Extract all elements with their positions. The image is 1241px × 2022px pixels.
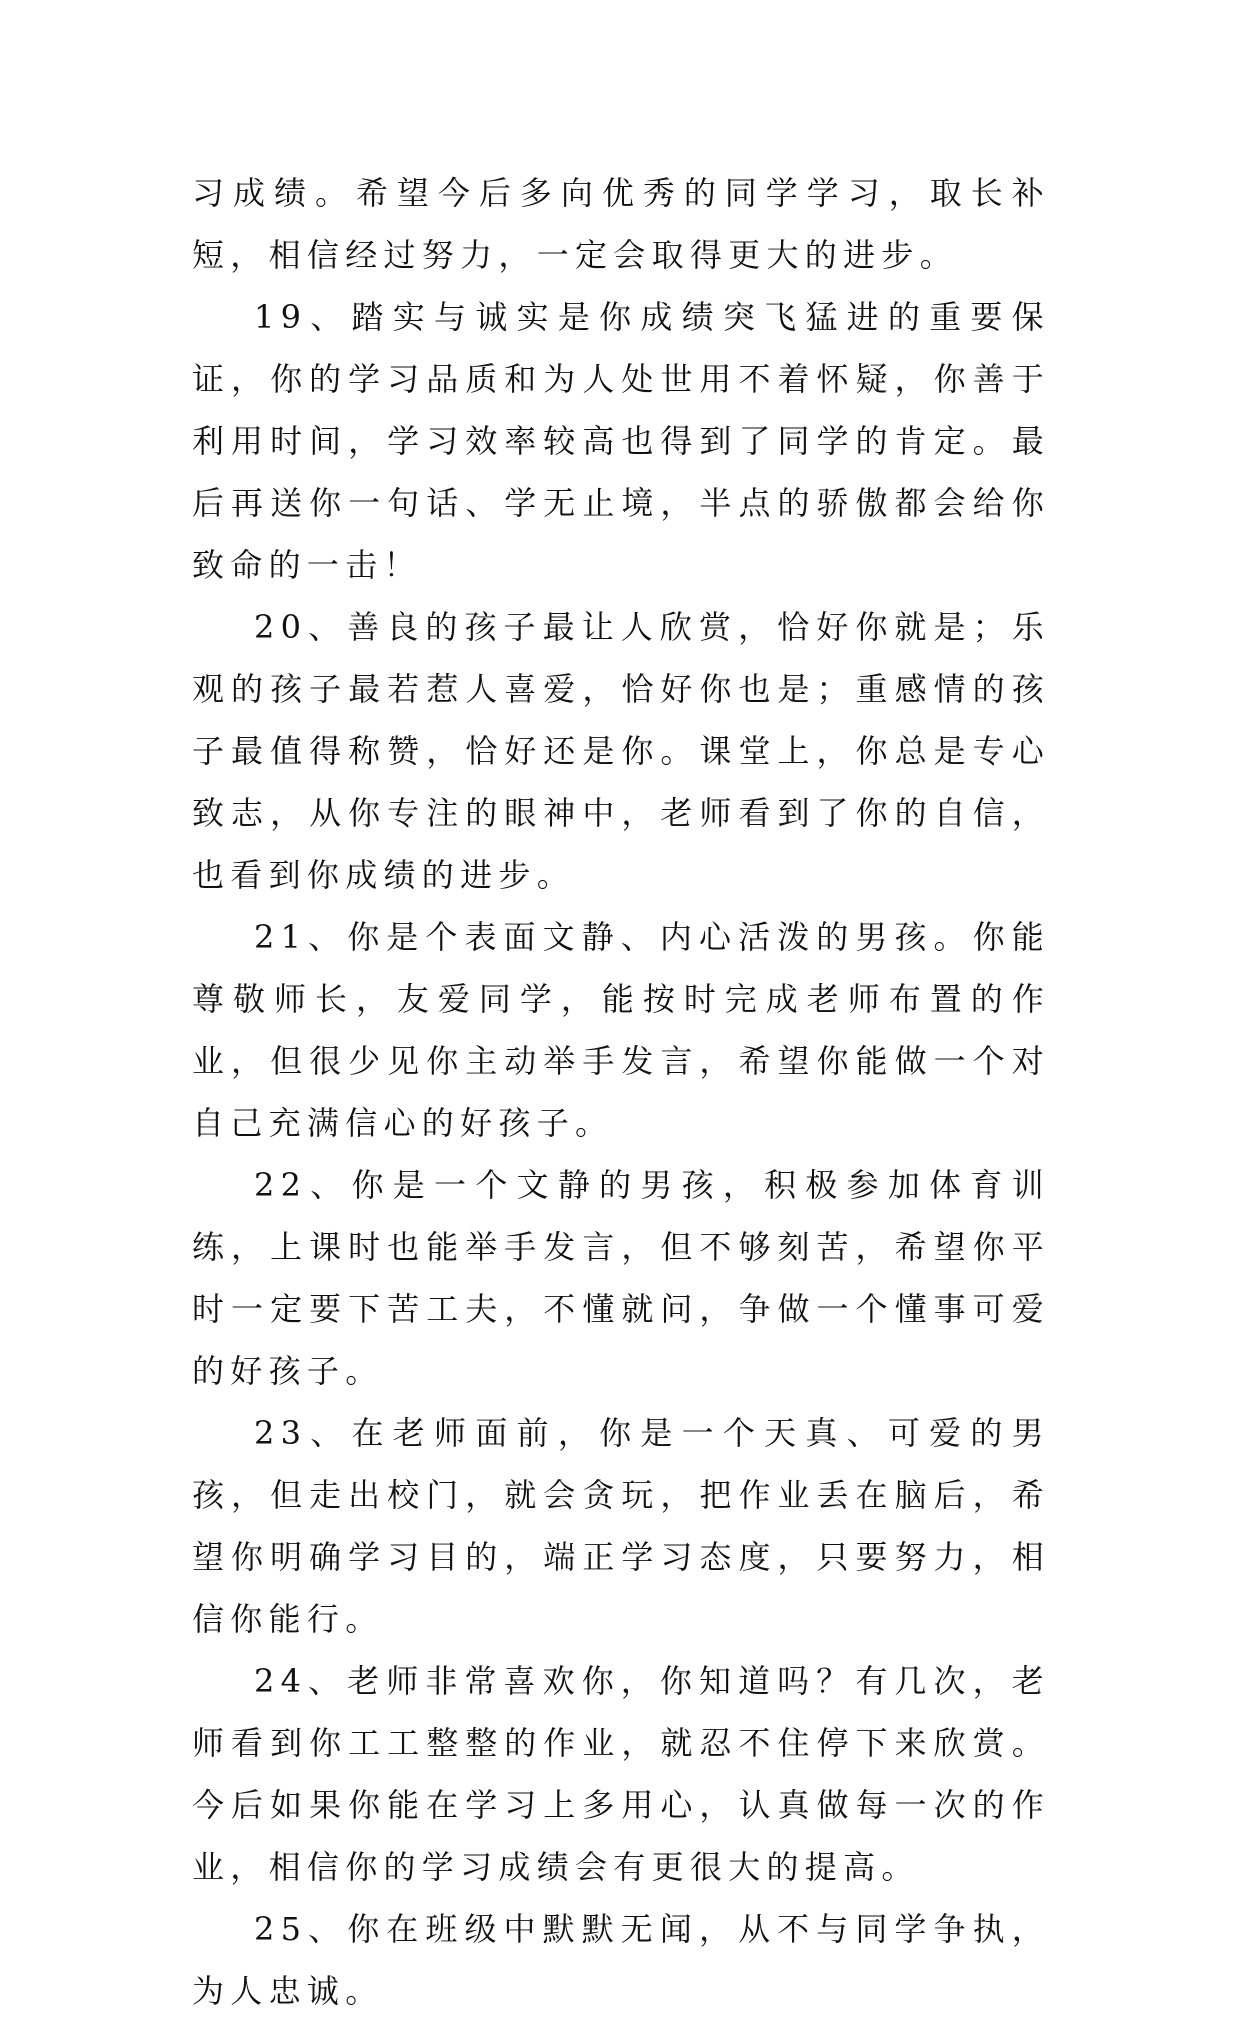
paragraph-comment-20: 20、善良的孩子最让人欣赏，恰好你就是；乐观的孩子最若惹人喜爱，恰好你也是；重感情的孩子最值得称赞，恰好还是你。课堂上，你总是专心致志，从你专注的眼神中，老师看到了你的自信，也看到你成绩的进步。 [192,608,1050,894]
document-body [192,162,1050,2022]
paragraph-comment-24: 24、老师非常喜欢你，你知道吗？有几次，老师看到你工工整整的作业，就忍不住停下来欣赏。今后如果你能在学习上多用心，认真做每一次的作业，相信你的学习成绩会有更很大的提高。 [192,1662,1050,1886]
paragraph-comment-21: 21、你是个表面文静、内心活泼的男孩。你能尊敬师长，友爱同学，能按时完成老师布置的作业，但很少见你主动举手发言，希望你能做一个对自己充满信心的好孩子。 [192,918,1050,1142]
paragraph-comment-25: 25、你在班级中默默无闻，从不与同学争执，为人忠诚。 [192,1910,1050,2010]
paragraph-comment-23: 23、在老师面前，你是一个天真、可爱的男孩，但走出校门，就会贪玩，把作业丢在脑后，希望你明确学习目的，端正学习态度，只要努力，相信你能行。 [192,1414,1050,1638]
paragraph-comment-19: 19、踏实与诚实是你成绩突飞猛进的重要保证，你的学习品质和为人处世用不着怀疑，你善于利用时间，学习效率较高也得到了同学的肯定。最后再送你一句话、学无止境，半点的骄傲都会给你致命的一击！ [192,298,1050,584]
paragraph-comment-22: 22、你是一个文静的男孩，积极参加体育训练，上课时也能举手发言，但不够刻苦，希望你平时一定要下苦工夫，不懂就问，争做一个懂事可爱的好孩子。 [192,1166,1050,1390]
paragraph-continuation: 习成绩。希望今后多向优秀的同学学习，取长补短，相信经过努力，一定会取得更大的进步。 [192,174,1050,274]
